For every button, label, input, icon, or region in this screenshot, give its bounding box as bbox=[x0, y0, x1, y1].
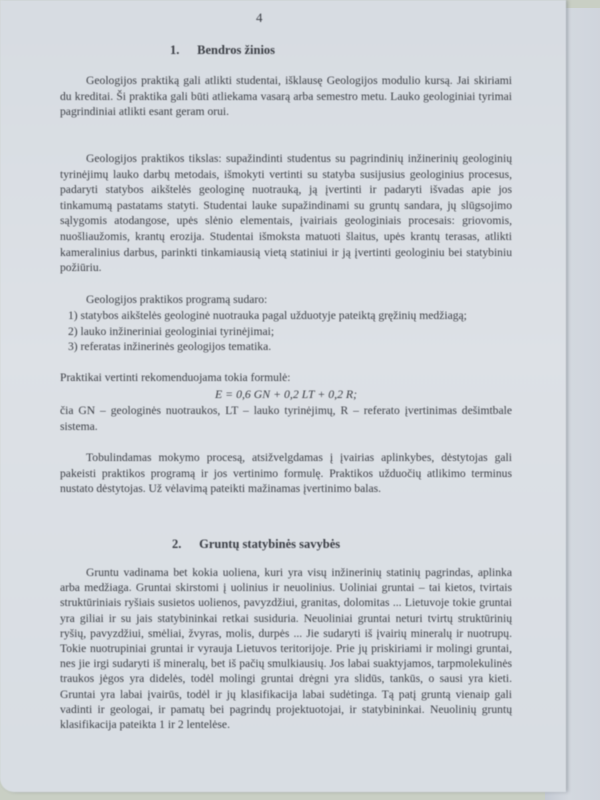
section-1-heading bbox=[170, 43, 275, 58]
program-item: 1) statybos aikštelės geologinė nuotrauka pagal užduotyje pateiktą gręžinių medžiagą; bbox=[68, 309, 467, 322]
grading-formula: E = 0,6 GN + 0,2 LT + 0,2 R; bbox=[215, 387, 358, 401]
paragraph-text: Gruntu vadinama bet kokia uoliena, kuri yra visų inžinerinių statinių pagrindas, aplinka arba medžiaga. Gruntai skirstomi į uolinius ir neuolinius. Uoliniai gruntai – tai kietos, tvirtais struktūriniais ryšiais susietos uolienos, pavyzdžiui, granitas, dolomitas ... Lietuvoje tokie gruntai yra giliai ir su jais statybininkai retkai susiduria. Neuoliniai gruntai neturi tvirtų struktūrinių ryšių, pavyzdžiui, smėliai, žvyras, molis, durpės ... Jie sudaryti iš įvairių mineralų ir nuotrupų. Tokie nuotrupiniai gruntai ir vyrauja Lietuvos teritorijoje. Prie jų priskiriami ir molingi gruntai, nes jie irgi sudaryti iš mineralų, bet iš pačių smulkiausių. Jos labai suaktyjamos, tarpmolekulinės traukos jėgos yra didelės, todėl molingi gruntai drėgni yra slidūs, tankūs, o sausi yra kieti. Gruntai yra labai įvairūs, todėl ir jų klasifikacija labai sudėtinga. Tą patį gruntą vienaip gali vadinti ir geologai, ir pamatų bei pagrindų projektuotojai, ir statybininkai. Neuolinių gruntų klasifikacija pateikta 1 ir 2 lentelėse. bbox=[60, 566, 512, 732]
paragraph-text: Tobulindamas mokymo procesą, atsižvelgdamas į įvairias aplinkybes, dėstytojas gali pakeisti praktikos programą ir jos vertinimo formulę. Praktikos užduočių atlikimo terminus nustato dėstytojas. Už vėlavimą pateikti mažinamas įvertinimo balas. bbox=[60, 451, 512, 496]
section-1-paragraph-1 bbox=[60, 73, 512, 120]
program-item: 2) lauko inžineriniai geologiniai tyrinėjimai; bbox=[68, 324, 275, 338]
paragraph-text: čia GN – geologinės nuotraukos, LT – lauko tyrinėjimų, R – referato įvertinimas dešimtbale sistema. bbox=[60, 404, 512, 433]
program-intro bbox=[60, 292, 512, 308]
paragraph-text: Praktikai vertinti rekomenduojama tokia formulė: bbox=[60, 371, 291, 384]
paragraph-text: Geologijos praktikos tikslas: supažindinti studentus su pagrindinių inžinerinių geologinių tyrinėjimų lauko darbų metodais, išmokyti vertinti su statyba susijusius geologinius procesus, padaryti statybos aikštelės geologinę nuotrauką, ją įvertinti ir padaryti išvadas apie jos tinkamumą pastatams statyti. Studentai lauke supažindinami su gruntų sandara, jų slūgsojimo sąlygomis atodangose, upės slėnio elementais, įvairiais geologiniais procesais: griovomis, nuošliaužomis, krantų erozija. Studentai išmokstа matuoti šlaitus, upės krantų terasas, atlikti kameralinius darbus, parinkti tinkamiausią vietą statiniui ir ją įvertinti geologiniu bei statybiniu požiūriu. bbox=[60, 152, 512, 275]
section-1-number: 1. bbox=[170, 43, 180, 57]
program-list bbox=[68, 308, 512, 355]
section-2-paragraph-1 bbox=[60, 565, 512, 732]
section-1-paragraph-2 bbox=[60, 151, 512, 276]
section-2-title: Gruntų statybinės savybės bbox=[199, 537, 341, 551]
section-1-title: Bendros žinios bbox=[197, 43, 276, 57]
section-2-heading bbox=[172, 537, 340, 552]
formula-legend bbox=[60, 403, 512, 434]
page-number: 4 bbox=[256, 10, 263, 25]
paragraph-text: Geologijos praktiką gali atlikti studentai, išklausę Geologijos modulio kursą. Jai skiriami du kreditai. Ši praktika gali būti atliekama vasarą arba semestro metu. Lauko geologiniai tyrimai pagrindiniai atlikti esant geram orui. bbox=[60, 74, 512, 119]
formula-intro bbox=[60, 370, 512, 386]
program-item: 3) referatas inžinerinės geologijos tematika. bbox=[68, 340, 272, 354]
section-1-closing-paragraph bbox=[60, 450, 512, 497]
section-2-number: 2. bbox=[172, 537, 182, 551]
paragraph-text: Geologijos praktikos programą sudaro: bbox=[86, 293, 268, 306]
